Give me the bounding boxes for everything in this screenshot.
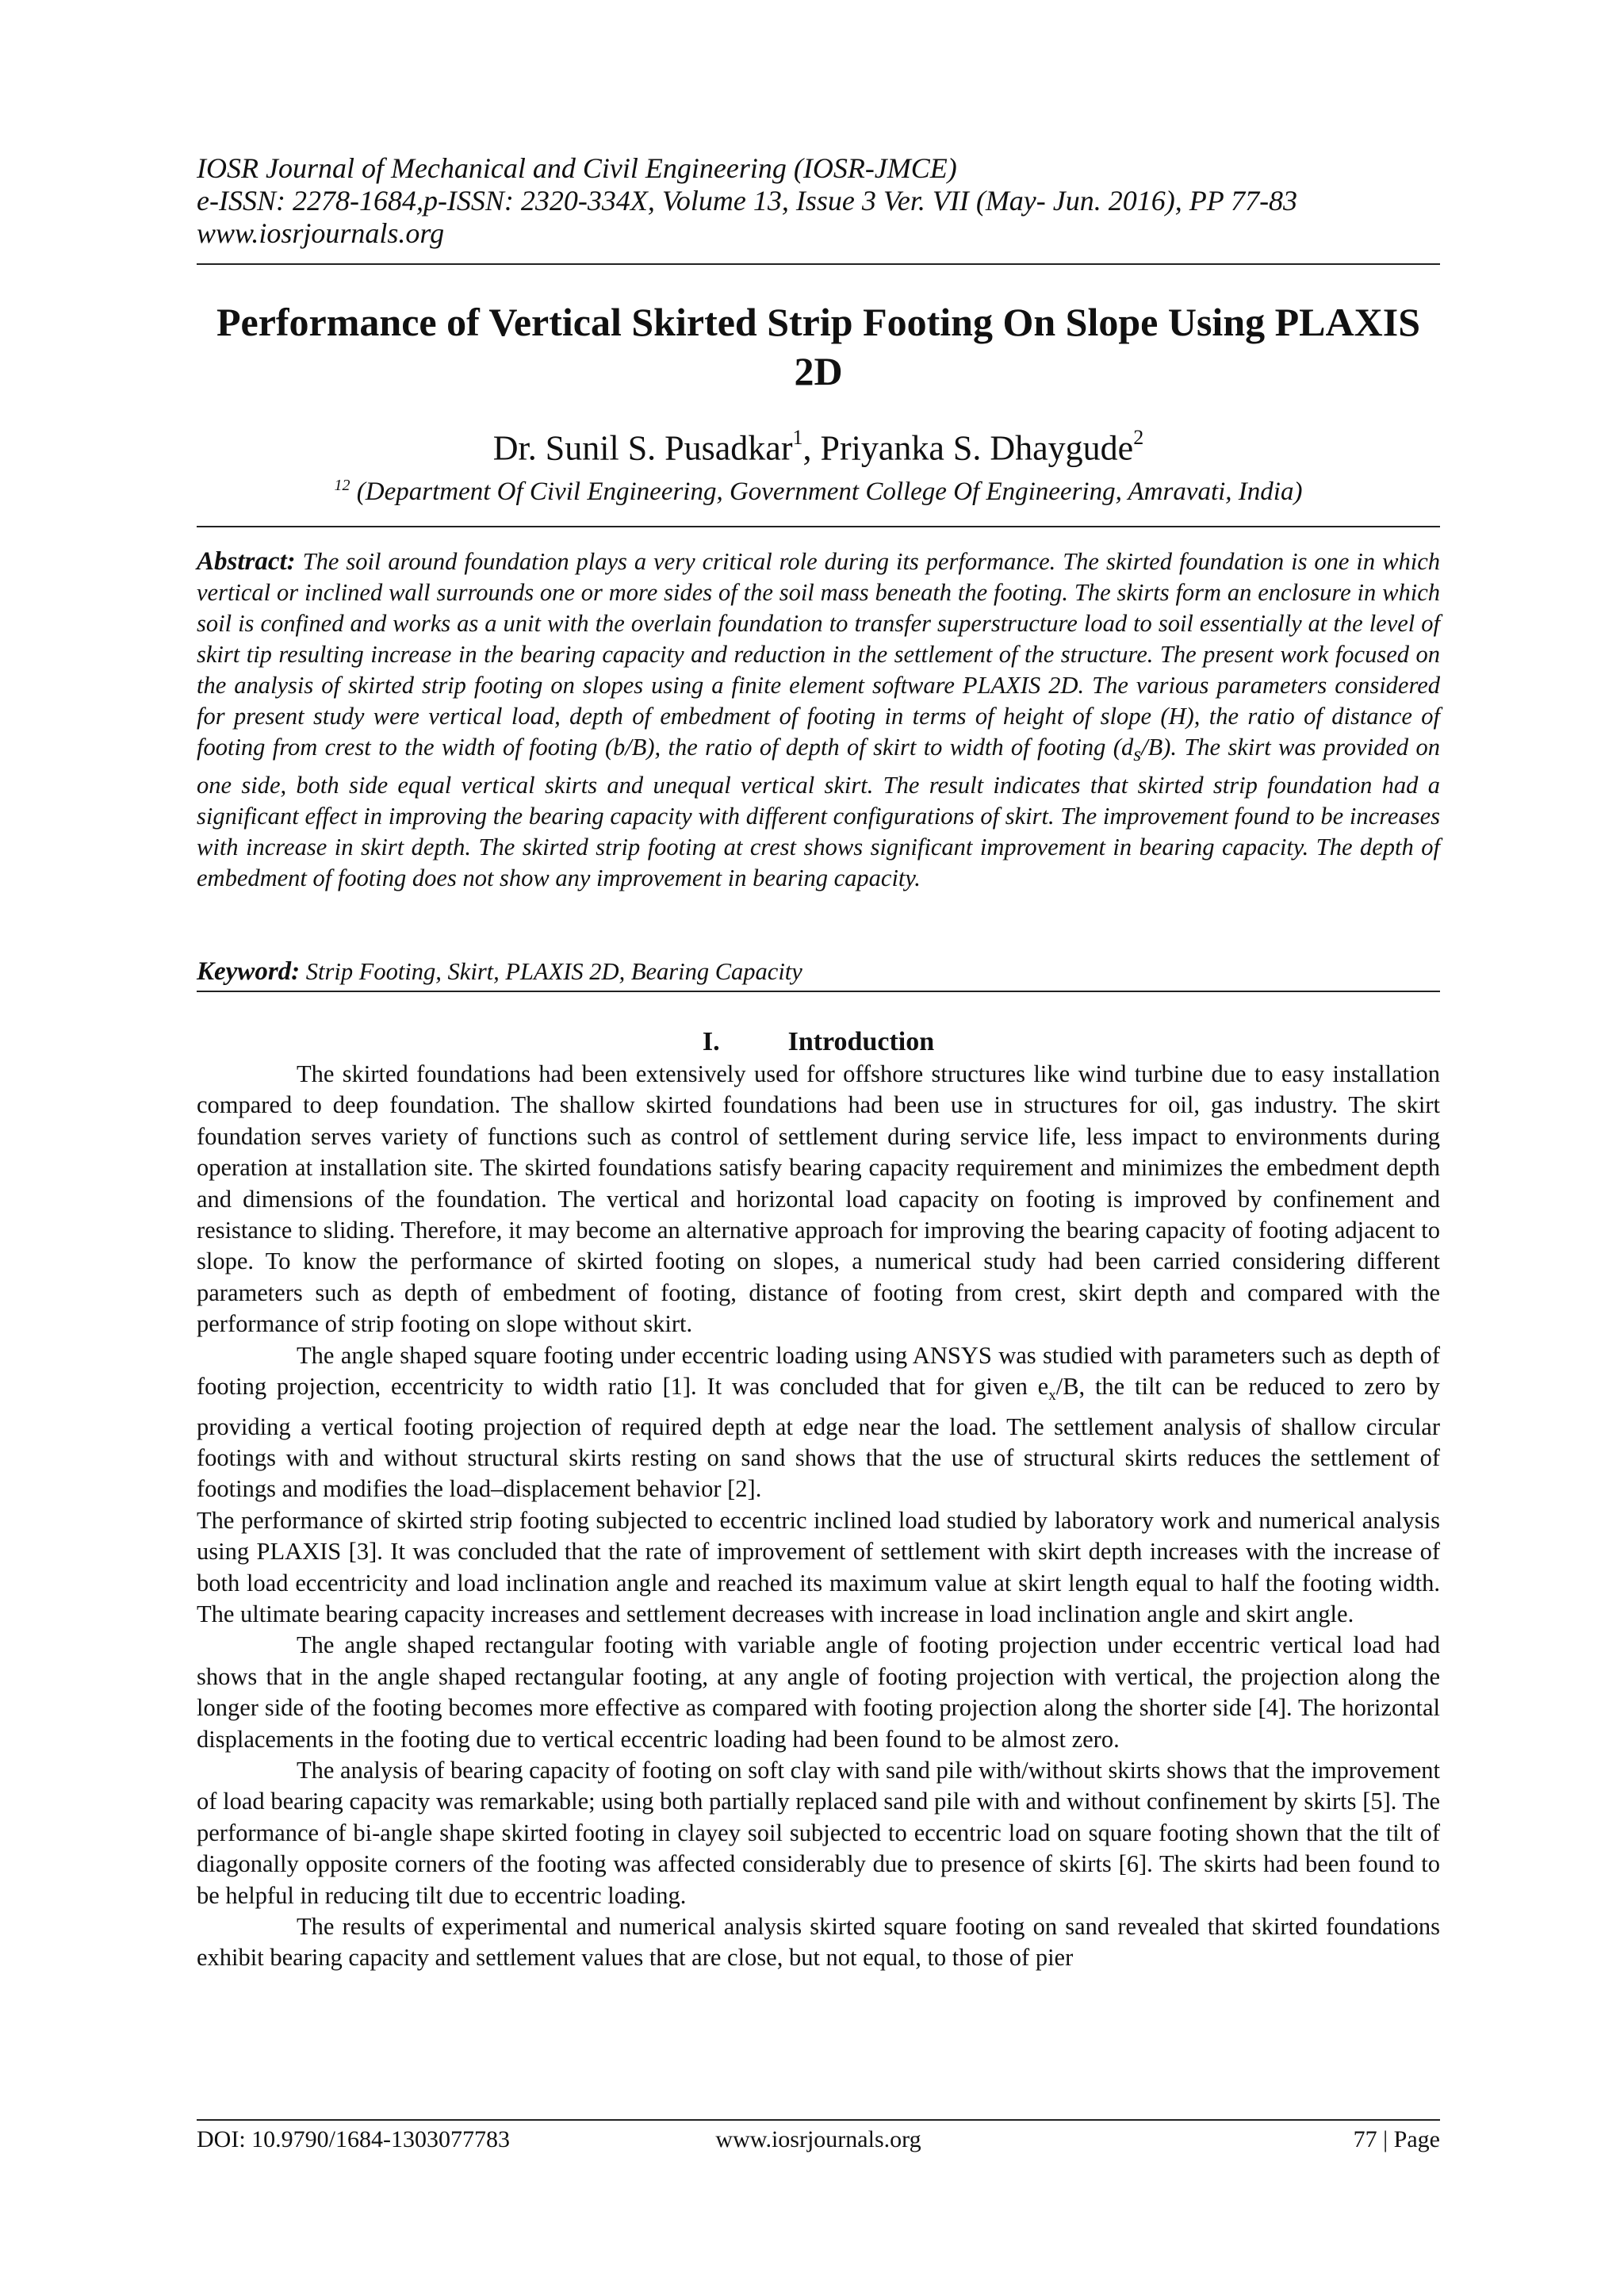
abstract-text-1: The soil around foundation plays a very critical role during its performance. The skirted foundation is one in which vertical or inclined wall surrounds one or more sides of the soil mass beneath the footing. The skirts form an enclosure in which soil is confined and works as a unit with the overlain foundation to transfer superstructure load to soil essentially at the level of skirt tip resulting increase in the bearing capacity and reduction in the settlement of the structure. The present work focused on the analysis of skirted strip footing on slopes using a finite element software PLAXIS 2D. The various parameters considered for present study were vertical load, depth of embedment of footing in terms of height of slope (H), the ratio of distance of footing from crest to the width of footing (b/B), the ratio of depth of skirt to width of footing (d (197, 548, 1440, 761)
paragraph-1: The skirted foundations had been extensively used for offshore structures like wind turbine due to easy installation compared to deep foundation. The shallow skirted foundations had been use in structures for oil, gas industry. The skirt foundation serves variety of functions such as control of settlement during service life, less impact to environments during operation at installation site. The skirted foundations satisfy bearing capacity requirement and minimizes the embedment depth and dimensions of the foundation. The vertical and horizontal load capacity on footing is improved by confinement and resistance to sliding. Therefore, it may become an alternative approach for improving the bearing capacity of footing adjacent to slope. To know the performance of skirted footing on slopes, a numerical study had been carried considering different parameters such as depth of embedment of footing, distance of footing from crest, skirt depth and compared with the performance of strip footing on slope without skirt. (197, 1060, 1440, 1338)
journal-name: IOSR Journal of Mechanical and Civil Engineering (IOSR-JMCE) (197, 152, 957, 184)
author-list (197, 420, 1440, 470)
header-rule (197, 263, 1440, 265)
paragraph-4: The angle shaped rectangular footing with variable angle of footing projection under eccentric vertical load had shows that in the angle shaped rectangular footing, at any angle of footing projection with vertical, the projection along the longer side of the footing becomes more effective as compared with footing projection along the shorter side [4]. The horizontal displacements in the footing due to vertical eccentric loading had been found to be almost zero. (197, 1631, 1440, 1753)
abstract (197, 546, 1440, 894)
paragraph-5: The analysis of bearing capacity of footing on soft clay with sand pile with/without skirts shows that the improvement of load bearing capacity was remarkable; using both partially replaced sand pile with and without confinement by skirts [5]. The performance of bi-angle shape skirted footing in clayey soil subjected to eccentric load on square footing shown that the tilt of diagonally opposite corners of the footing was affected considerably due to presence of skirts [6]. The skirts had been found to be helpful in reducing tilt due to eccentric loading. (197, 1757, 1440, 1909)
section-number: I. (702, 1027, 720, 1056)
abstract-top-rule (197, 526, 1440, 527)
paragraph-6: The results of experimental and numerical analysis skirted square footing on sand revealed that skirted foundations exhibit bearing capacity and settlement values that are close, but not equal, to those of pier (197, 1913, 1440, 1972)
footer-rule (197, 2119, 1440, 2121)
author-separator: , (802, 428, 821, 468)
author-1: Dr. Sunil S. Pusadkar (492, 428, 793, 468)
abstract-text-2: /B). The skirt was provided on one side, both side equal vertical skirts and unequal vertical skirt. The result indicates that skirted strip foundation had a significant effect in improving the bearing capacity with different configurations of skirt. The improvement found to be increases with increase in skirt depth. The skirted strip footing at crest shows significant improvement in bearing capacity. The depth of embedment of footing does not show any improvement in bearing capacity. (197, 734, 1441, 892)
section-title: Introduction (787, 1027, 935, 1056)
paragraph-3: The performance of skirted strip footing subjected to eccentric inclined load studied by laboratory work and numerical analysis using PLAXIS [3]. It was concluded that the rate of improvement of settlement with skirt depth increases with the increase of both load eccentricity and load inclination angle and reached its maximum value at skirt length equal to half the footing width. The ultimate bearing capacity increases and settlement decreases with increase in load inclination angle and skirt angle. (197, 1506, 1440, 1627)
body-text (197, 1059, 1440, 1974)
paragraph-2-text-1: The angle shaped square footing under eccentric loading using ANSYS was studied with parameters such as depth of footing projection, eccentricity to width ratio [1]. It was concluded that for given e (197, 1341, 1440, 1401)
footer-page-number: 77 | Page (1353, 2126, 1440, 2152)
issn-line: e-ISSN: 2278-1684,p-ISSN: 2320-334X, Volume 13, Issue 3 Ver. VII (May- Jun. 2016), PP 77-83 (197, 185, 1298, 217)
paragraph-2-text-2: /B, the tilt can be reduced to zero by providing a vertical footing projection of required depth at edge near the load. The settlement analysis of shallow circular footings with and without structural skirts resting on sand shows that the use of structural skirts reduces the settlement of footings and modifies the load–displacement behavior [2]. (197, 1373, 1440, 1503)
footer-website: www.iosrjournals.org (715, 2126, 921, 2152)
affiliation-text: (Department Of Civil Engineering, Government College Of Engineering, Amravati, India) (350, 477, 1303, 506)
section-heading (197, 1025, 1440, 1059)
paragraph-2-subscript: x (1048, 1387, 1056, 1405)
abstract-subscript: s (1133, 743, 1142, 766)
abstract-bottom-rule (197, 991, 1440, 992)
abstract-label: Abstract: (197, 547, 296, 576)
paper-title: Performance of Vertical Skirted Strip Footing On Slope Using PLAXIS 2D (216, 300, 1421, 393)
keyword-text: Strip Footing, Skirt, PLAXIS 2D, Bearing Capacity (300, 958, 802, 985)
author-1-affiliation-mark: 1 (792, 426, 803, 449)
paragraph-2 (197, 1340, 1440, 1505)
keyword-label: Keyword: (197, 957, 301, 986)
keywords (197, 956, 1440, 987)
journal-header (197, 152, 1440, 250)
footer-doi: DOI: 10.9790/1684-1303077783 (197, 2126, 510, 2152)
author-2-affiliation-mark: 2 (1133, 426, 1144, 449)
affiliation-mark: 12 (334, 477, 350, 494)
affiliation (197, 470, 1440, 508)
author-2: Priyanka S. Dhaygude (820, 428, 1134, 468)
journal-website: www.iosrjournals.org (197, 217, 445, 249)
page-footer (197, 2125, 1440, 2154)
